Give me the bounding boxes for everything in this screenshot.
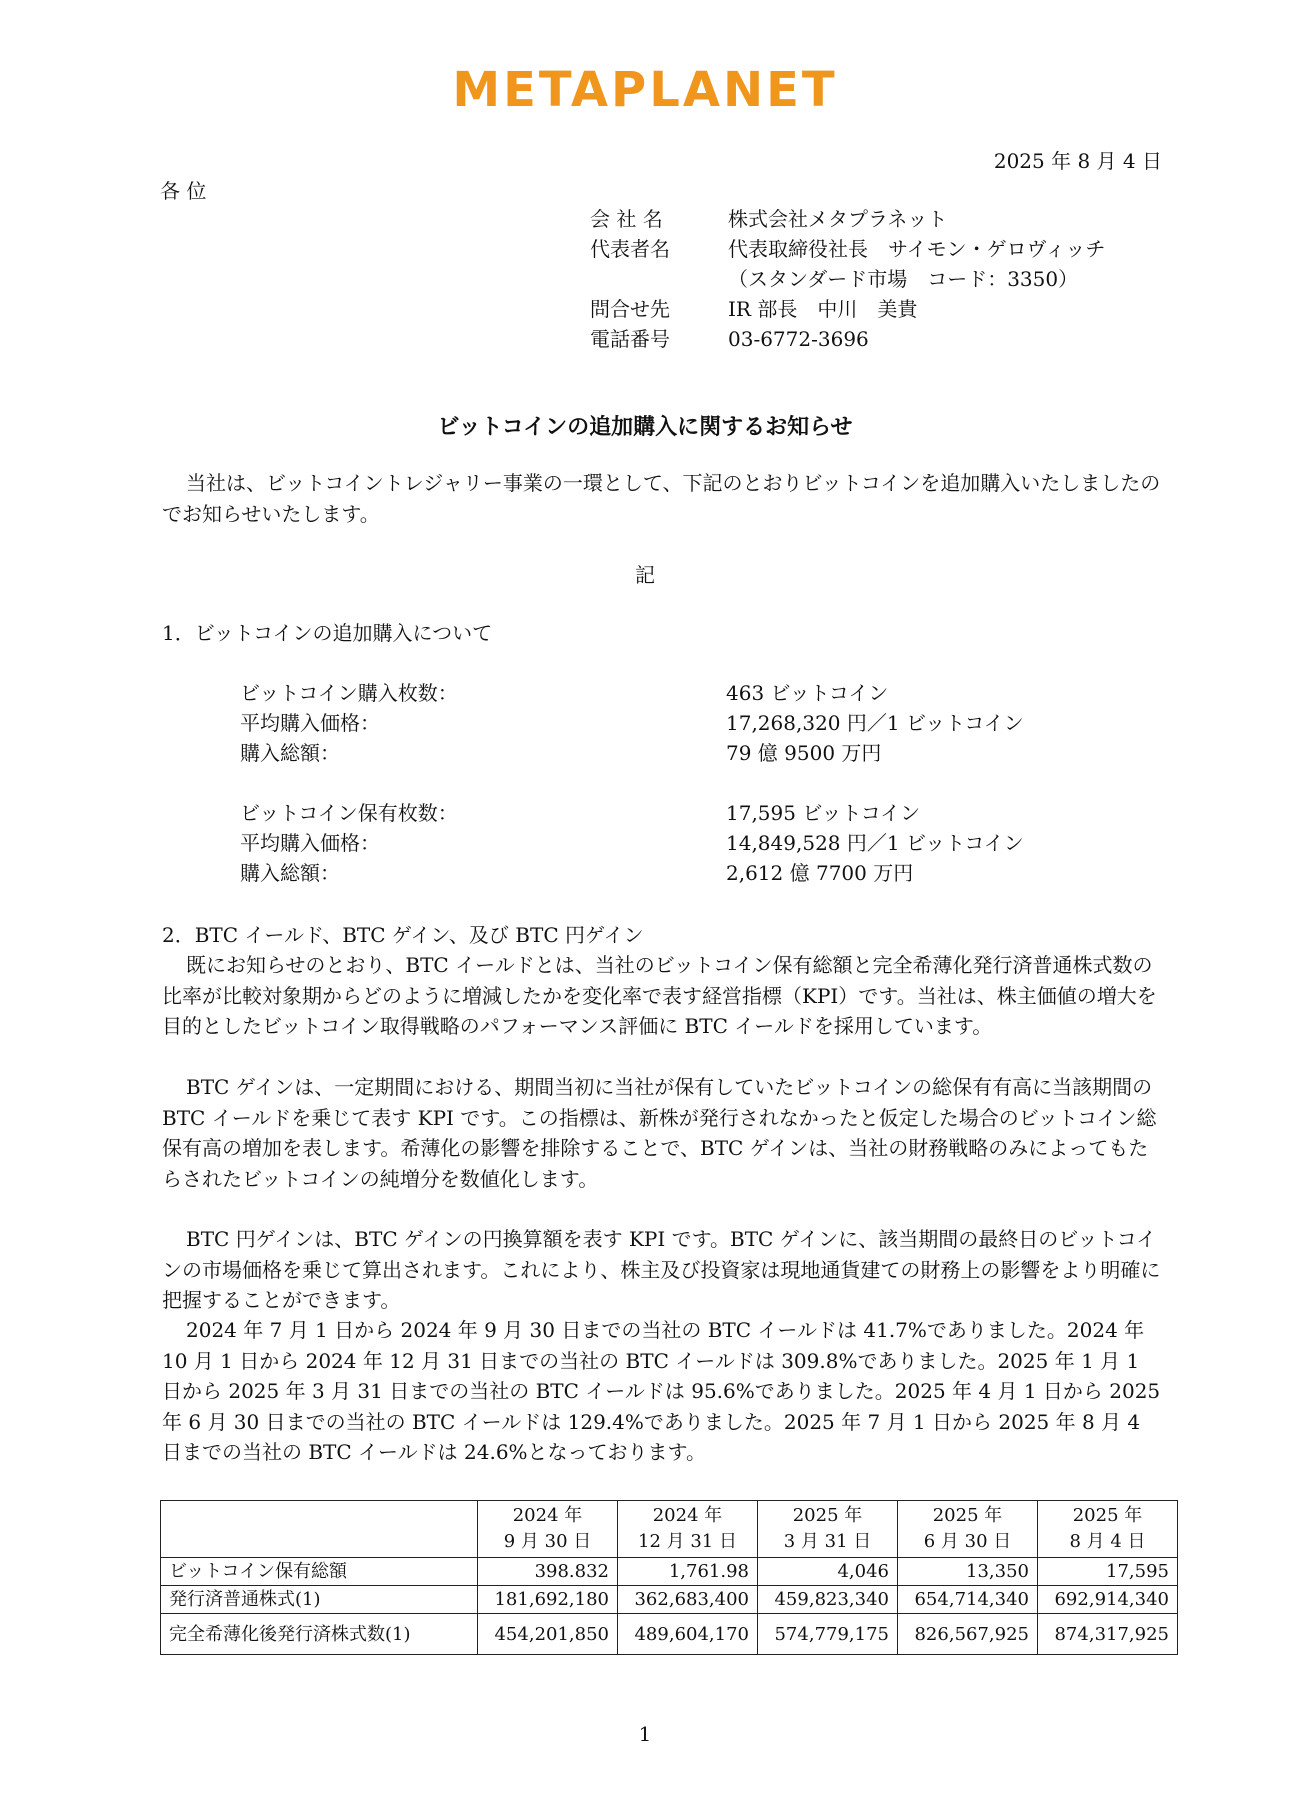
table-cell: 17,595 [1038, 1558, 1178, 1586]
table-cell: 459,823,340 [758, 1586, 898, 1614]
company-logo: METAPLANET [452, 62, 838, 118]
table-cell: 454,201,850 [478, 1614, 618, 1655]
table-header-cell: 2025 年 3 月 31 日 [758, 1501, 898, 1558]
market-code: （スタンダード市場 コード：3350） [728, 267, 1079, 291]
table-cell: 654,714,340 [898, 1586, 1038, 1614]
table-header-row [161, 1501, 1178, 1558]
table-row [161, 1586, 1178, 1614]
section1-heading: 1．ビットコインの追加購入について [162, 621, 493, 645]
table-cell: 4,046 [758, 1558, 898, 1586]
contact: IR 部長 中川 美貴 [728, 297, 918, 321]
document-title: ビットコインの追加購入に関するお知らせ [437, 415, 853, 440]
table-header-cell: 2025 年 6 月 30 日 [898, 1501, 1038, 1558]
holdings-total-value: 2,612 億 7700 万円 [726, 861, 914, 885]
table-header-cell: 2024 年 12 月 31 日 [618, 1501, 758, 1558]
table-row [161, 1558, 1178, 1586]
section2-heading: 2．BTC イールド、BTC ゲイン、及び BTC 円ゲイン [162, 923, 644, 947]
phone-label: 電話番号 [590, 327, 670, 351]
addressee: 各 位 [160, 179, 207, 203]
purchase-avg-value: 17,268,320 円／1 ビットコイン [726, 711, 1024, 735]
table-cell: 362,683,400 [618, 1586, 758, 1614]
table-cell: 181,692,180 [478, 1586, 618, 1614]
purchase-total-value: 79 億 9500 万円 [726, 741, 882, 765]
holdings-total-label: 購入総額： [240, 861, 340, 885]
ki-marker: 記 [635, 563, 655, 587]
table-header-cell: 2024 年 9 月 30 日 [478, 1501, 618, 1558]
table-cell: 398.832 [478, 1558, 618, 1586]
purchase-total-label: 購入総額： [240, 741, 340, 765]
table-cell: 874,317,925 [1038, 1614, 1178, 1655]
row-label: 発行済普通株式(1) [161, 1586, 478, 1614]
table-cell: 13,350 [898, 1558, 1038, 1586]
intro-paragraph: 当社は、ビットコイントレジャリー事業の一環として、下記のとおりビットコインを追加購入いたしましたのでお知らせいたします。 [162, 471, 1161, 526]
btc-yield-paragraph: 既にお知らせのとおり、BTC イールドとは、当社のビットコイン保有総額と完全希薄化発行済普通株式数の比率が比較対象期からどのように増減したかを変化率で表す経営指標（KPI）です。当社は、株主価値の増大を目的としたビットコイン取得戦略のパフォーマンス評価に BTC イールドを採用しています。 [162, 953, 1157, 1038]
row-label: ビットコイン保有総額 [161, 1558, 478, 1586]
table-cell: 692,914,340 [1038, 1586, 1178, 1614]
representative: 代表取締役社長 サイモン・ゲロヴィッチ [728, 237, 1106, 261]
purchase-avg-label: 平均購入価格： [240, 711, 380, 735]
holdings-qty-label: ビットコイン保有枚数： [240, 801, 458, 825]
company-name: 株式会社メタプラネット [728, 207, 948, 231]
holdings-qty-value: 17,595 ビットコイン [726, 801, 921, 825]
kpi-table [160, 1500, 1178, 1655]
phone-number: 03-6772-3696 [728, 327, 869, 351]
company-name-label: 会 社 名 [590, 207, 663, 231]
table-header-cell: 2025 年 8 月 4 日 [1038, 1501, 1178, 1558]
btc-gain-paragraph: BTC ゲインは、一定期間における、期間当初に当社が保有していたビットコインの総保有有高に当該期間の BTC イールドを乗じて表す KPI です。この指標は、新株が発行されなかったと仮定した場合のビットコイン総保有高の増加を表します。希薄化の影響を排除することで、BTC ゲインは、当社の財務戦略のみによってもたらされたビットコインの純増分を数値化します。 [162, 1075, 1157, 1191]
table-cell: 1,761.98 [618, 1558, 758, 1586]
btc-yield-history-paragraph: 2024 年 7 月 1 日から 2024 年 9 月 30 日までの当社の BTC イールドは 41.7%でありました。2024 年 10 月 1 日から 2024 年 12 月 31 日までの当社の BTC イールドは 309.8%でありました。2025 年 1 月 1 日から 2025 年 3 月 31 日までの当社の BTC イールドは 95.6%でありました。2025 年 4 月 1 日から 2025 年 6 月 30 日までの当社の BTC イールドは 129.4%でありました。2025 年 7 月 1 日から 2025 年 8 月 4 日までの当社の BTC イールドは 24.6%となっております。 [162, 1318, 1161, 1464]
holdings-avg-value: 14,849,528 円／1 ビットコイン [726, 831, 1024, 855]
purchase-qty-value: 463 ビットコイン [726, 681, 889, 705]
holdings-avg-label: 平均購入価格： [240, 831, 380, 855]
page-number: 1 [638, 1722, 652, 1746]
purchase-qty-label: ビットコイン購入枚数： [240, 681, 458, 705]
document-date: 2025 年 8 月 4 日 [993, 149, 1162, 173]
table-cell: 826,567,925 [898, 1614, 1038, 1655]
representative-label: 代表者名 [590, 237, 670, 261]
table-cell: 574,779,175 [758, 1614, 898, 1655]
btc-yen-gain-paragraph: BTC 円ゲインは、BTC ゲインの円換算額を表す KPI です。BTC ゲインに、該当期間の最終日のビットコインの市場価格を乗じて算出されます。これにより、株主及び投資家は現地通貨建ての財務上の影響をより明確に把握することができます。 [162, 1227, 1161, 1312]
table-cell: 489,604,170 [618, 1614, 758, 1655]
row-label: 完全希薄化後発行済株式数(1) [161, 1614, 478, 1655]
table-row [161, 1614, 1178, 1655]
contact-label: 問合せ先 [590, 297, 670, 321]
table-corner-cell [161, 1501, 478, 1558]
